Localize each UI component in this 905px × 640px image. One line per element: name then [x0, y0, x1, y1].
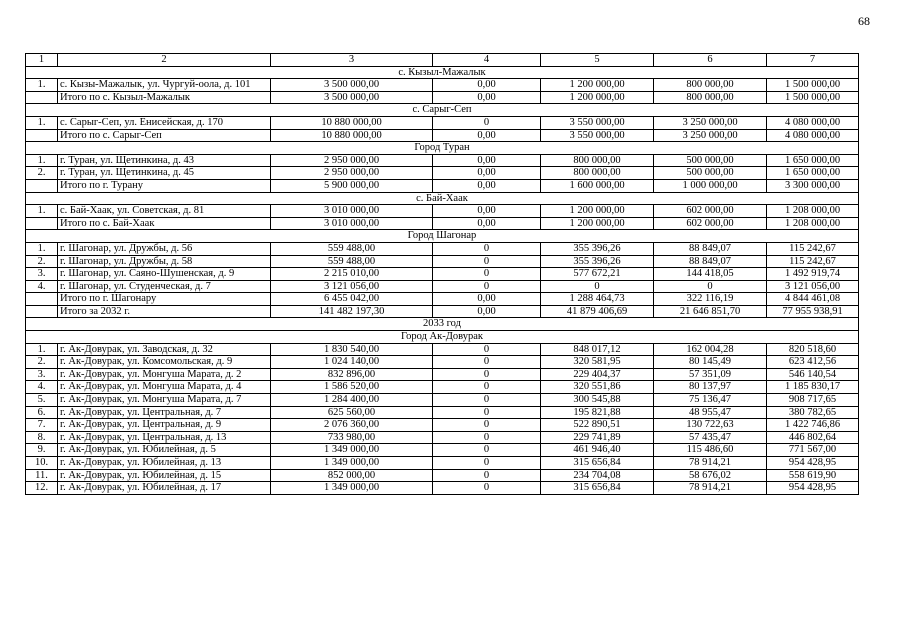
address-cell: Итого по с. Бай-Хаак — [58, 217, 271, 230]
budget-cell: 1 200 000,00 — [541, 205, 654, 218]
section-row — [26, 142, 859, 155]
header-cell-1: 1 — [26, 54, 58, 67]
local-budget-cell: 78 914,21 — [654, 482, 767, 495]
table-row — [26, 91, 859, 104]
owners-funds-cell: 4 080 000,00 — [767, 116, 859, 129]
local-budget-cell: 602 000,00 — [654, 217, 767, 230]
local-budget-cell: 75 136,47 — [654, 394, 767, 407]
row-number-cell — [26, 293, 58, 306]
row-number-cell: 9. — [26, 444, 58, 457]
table-row — [26, 444, 859, 457]
row-number-cell: 5. — [26, 394, 58, 407]
fund-cell: 0,00 — [433, 217, 541, 230]
total-cost-cell: 10 880 000,00 — [271, 129, 433, 142]
total-cost-cell: 6 455 042,00 — [271, 293, 433, 306]
header-cell-3: 3 — [271, 54, 433, 67]
total-cost-cell: 559 488,00 — [271, 255, 433, 268]
address-cell: Итого по г. Турану — [58, 179, 271, 192]
table-row — [26, 356, 859, 369]
local-budget-cell: 130 722,63 — [654, 419, 767, 432]
row-number-cell — [26, 217, 58, 230]
section-row — [26, 331, 859, 344]
fund-cell: 0 — [433, 394, 541, 407]
local-budget-cell: 21 646 851,70 — [654, 305, 767, 318]
owners-funds-cell: 546 140,54 — [767, 368, 859, 381]
total-cost-cell: 1 349 000,00 — [271, 482, 433, 495]
owners-funds-cell: 623 412,56 — [767, 356, 859, 369]
budget-cell: 0 — [541, 280, 654, 293]
local-budget-cell: 115 486,60 — [654, 444, 767, 457]
owners-funds-cell: 1 208 000,00 — [767, 217, 859, 230]
table-row — [26, 255, 859, 268]
budget-cell: 1 200 000,00 — [541, 217, 654, 230]
fund-cell: 0 — [433, 343, 541, 356]
budget-cell: 1 200 000,00 — [541, 79, 654, 92]
row-number-cell: 10. — [26, 457, 58, 470]
budget-cell: 320 551,86 — [541, 381, 654, 394]
address-cell: г. Шагонар, ул. Дружбы, д. 56 — [58, 242, 271, 255]
fund-cell: 0 — [433, 242, 541, 255]
address-cell: г. Туран, ул. Щетинкина, д. 43 — [58, 154, 271, 167]
address-cell: г. Ак-Довурак, ул. Центральная, д. 7 — [58, 406, 271, 419]
section-title: Город Ак-Довурак — [26, 331, 859, 344]
address-cell: г. Ак-Довурак, ул. Юбилейная, д. 15 — [58, 469, 271, 482]
budget-cell: 3 550 000,00 — [541, 116, 654, 129]
table-row — [26, 79, 859, 92]
total-cost-cell: 2 950 000,00 — [271, 167, 433, 180]
fund-cell: 0 — [433, 368, 541, 381]
address-cell: г. Ак-Довурак, ул. Центральная, д. 9 — [58, 419, 271, 432]
fund-cell: 0,00 — [433, 167, 541, 180]
owners-funds-cell: 954 428,95 — [767, 457, 859, 470]
table-row — [26, 305, 859, 318]
local-budget-cell: 800 000,00 — [654, 91, 767, 104]
row-number-cell: 6. — [26, 406, 58, 419]
table-row — [26, 368, 859, 381]
row-number-cell: 4. — [26, 280, 58, 293]
total-cost-cell: 625 560,00 — [271, 406, 433, 419]
total-cost-cell: 1 586 520,00 — [271, 381, 433, 394]
local-budget-cell: 88 849,07 — [654, 242, 767, 255]
owners-funds-cell: 1 500 000,00 — [767, 79, 859, 92]
address-cell: с. Сарыг-Сеп, ул. Енисейская, д. 170 — [58, 116, 271, 129]
address-cell: г. Ак-Довурак, ул. Монгуша Марата, д. 2 — [58, 368, 271, 381]
budget-cell: 355 396,26 — [541, 242, 654, 255]
total-cost-cell: 141 482 197,30 — [271, 305, 433, 318]
owners-funds-cell: 4 844 461,08 — [767, 293, 859, 306]
table-row — [26, 469, 859, 482]
address-cell: г. Шагонар, ул. Студенческая, д. 7 — [58, 280, 271, 293]
budget-cell: 1 288 464,73 — [541, 293, 654, 306]
section-title: с. Кызыл-Мажалык — [26, 66, 859, 79]
table-row — [26, 280, 859, 293]
owners-funds-cell: 77 955 938,91 — [767, 305, 859, 318]
budget-cell: 195 821,88 — [541, 406, 654, 419]
section-row — [26, 318, 859, 331]
local-budget-cell: 800 000,00 — [654, 79, 767, 92]
section-title: Город Шагонар — [26, 230, 859, 243]
row-number-cell: 2. — [26, 167, 58, 180]
row-number-cell: 1. — [26, 154, 58, 167]
local-budget-cell: 1 000 000,00 — [654, 179, 767, 192]
row-number-cell — [26, 305, 58, 318]
fund-cell: 0 — [433, 482, 541, 495]
total-cost-cell: 3 010 000,00 — [271, 217, 433, 230]
address-cell: г. Ак-Довурак, ул. Юбилейная, д. 13 — [58, 457, 271, 470]
row-number-cell: 11. — [26, 469, 58, 482]
header-row — [26, 54, 859, 67]
fund-cell: 0,00 — [433, 154, 541, 167]
fund-cell: 0 — [433, 406, 541, 419]
total-cost-cell: 2 215 010,00 — [271, 268, 433, 281]
row-number-cell: 1. — [26, 242, 58, 255]
local-budget-cell: 57 435,47 — [654, 431, 767, 444]
address-cell: г. Ак-Довурак, ул. Юбилейная, д. 5 — [58, 444, 271, 457]
header-cell-6: 6 — [654, 54, 767, 67]
owners-funds-cell: 1 185 830,17 — [767, 381, 859, 394]
owners-funds-cell: 115 242,67 — [767, 242, 859, 255]
table-row — [26, 116, 859, 129]
budget-cell: 800 000,00 — [541, 167, 654, 180]
local-budget-cell: 80 145,49 — [654, 356, 767, 369]
budget-table — [25, 53, 859, 495]
header-cell-4: 4 — [433, 54, 541, 67]
address-cell: Итого по с. Кызыл-Мажалык — [58, 91, 271, 104]
local-budget-cell: 80 137,97 — [654, 381, 767, 394]
total-cost-cell: 10 880 000,00 — [271, 116, 433, 129]
local-budget-cell: 322 116,19 — [654, 293, 767, 306]
local-budget-cell: 500 000,00 — [654, 167, 767, 180]
budget-cell: 300 545,88 — [541, 394, 654, 407]
section-title: Город Туран — [26, 142, 859, 155]
owners-funds-cell: 115 242,67 — [767, 255, 859, 268]
total-cost-cell: 1 024 140,00 — [271, 356, 433, 369]
section-title: с. Бай-Хаак — [26, 192, 859, 205]
total-cost-cell: 5 900 000,00 — [271, 179, 433, 192]
local-budget-cell: 0 — [654, 280, 767, 293]
owners-funds-cell: 1 492 919,74 — [767, 268, 859, 281]
total-cost-cell: 3 010 000,00 — [271, 205, 433, 218]
row-number-cell: 2. — [26, 255, 58, 268]
total-cost-cell: 1 284 400,00 — [271, 394, 433, 407]
table-row — [26, 419, 859, 432]
fund-cell: 0,00 — [433, 305, 541, 318]
address-cell: с. Кызы-Мажалык, ул. Чургуй-оола, д. 101 — [58, 79, 271, 92]
local-budget-cell: 3 250 000,00 — [654, 116, 767, 129]
local-budget-cell: 3 250 000,00 — [654, 129, 767, 142]
table-row — [26, 406, 859, 419]
total-cost-cell: 2 950 000,00 — [271, 154, 433, 167]
total-cost-cell: 1 830 540,00 — [271, 343, 433, 356]
table-body — [26, 54, 859, 495]
total-cost-cell: 733 980,00 — [271, 431, 433, 444]
owners-funds-cell: 771 567,00 — [767, 444, 859, 457]
total-cost-cell: 2 076 360,00 — [271, 419, 433, 432]
table-row — [26, 431, 859, 444]
fund-cell: 0 — [433, 469, 541, 482]
row-number-cell — [26, 179, 58, 192]
table-row — [26, 217, 859, 230]
owners-funds-cell: 4 080 000,00 — [767, 129, 859, 142]
fund-cell: 0 — [433, 356, 541, 369]
fund-cell: 0,00 — [433, 91, 541, 104]
owners-funds-cell: 820 518,60 — [767, 343, 859, 356]
budget-cell: 315 656,84 — [541, 457, 654, 470]
address-cell: г. Ак-Довурак, ул. Комсомольская, д. 9 — [58, 356, 271, 369]
local-budget-cell: 58 676,02 — [654, 469, 767, 482]
budget-cell: 229 404,37 — [541, 368, 654, 381]
budget-cell: 522 890,51 — [541, 419, 654, 432]
local-budget-cell: 500 000,00 — [654, 154, 767, 167]
fund-cell: 0,00 — [433, 129, 541, 142]
fund-cell: 0,00 — [433, 79, 541, 92]
address-cell: Итого за 2032 г. — [58, 305, 271, 318]
local-budget-cell: 602 000,00 — [654, 205, 767, 218]
row-number-cell: 3. — [26, 368, 58, 381]
table-row — [26, 293, 859, 306]
table-row — [26, 179, 859, 192]
local-budget-cell: 88 849,07 — [654, 255, 767, 268]
local-budget-cell: 162 004,28 — [654, 343, 767, 356]
budget-cell: 848 017,12 — [541, 343, 654, 356]
total-cost-cell: 1 349 000,00 — [271, 457, 433, 470]
owners-funds-cell: 1 650 000,00 — [767, 154, 859, 167]
table-row — [26, 482, 859, 495]
budget-cell: 1 200 000,00 — [541, 91, 654, 104]
address-cell: с. Бай-Хаак, ул. Советская, д. 81 — [58, 205, 271, 218]
total-cost-cell: 559 488,00 — [271, 242, 433, 255]
budget-cell: 3 550 000,00 — [541, 129, 654, 142]
budget-cell: 355 396,26 — [541, 255, 654, 268]
total-cost-cell: 3 121 056,00 — [271, 280, 433, 293]
fund-cell: 0 — [433, 457, 541, 470]
header-cell-2: 2 — [58, 54, 271, 67]
fund-cell: 0 — [433, 431, 541, 444]
fund-cell: 0 — [433, 268, 541, 281]
row-number-cell: 1. — [26, 116, 58, 129]
section-title: 2033 год — [26, 318, 859, 331]
address-cell: г. Шагонар, ул. Саяно-Шушенская, д. 9 — [58, 268, 271, 281]
owners-funds-cell: 380 782,65 — [767, 406, 859, 419]
table-row — [26, 167, 859, 180]
row-number-cell: 1. — [26, 343, 58, 356]
row-number-cell: 12. — [26, 482, 58, 495]
budget-cell: 315 656,84 — [541, 482, 654, 495]
local-budget-cell: 144 418,05 — [654, 268, 767, 281]
fund-cell: 0 — [433, 444, 541, 457]
owners-funds-cell: 1 500 000,00 — [767, 91, 859, 104]
local-budget-cell: 78 914,21 — [654, 457, 767, 470]
total-cost-cell: 832 896,00 — [271, 368, 433, 381]
owners-funds-cell: 558 619,90 — [767, 469, 859, 482]
budget-cell: 800 000,00 — [541, 154, 654, 167]
fund-cell: 0 — [433, 255, 541, 268]
owners-funds-cell: 3 300 000,00 — [767, 179, 859, 192]
local-budget-cell: 57 351,09 — [654, 368, 767, 381]
budget-cell: 320 581,95 — [541, 356, 654, 369]
fund-cell: 0 — [433, 419, 541, 432]
section-row — [26, 230, 859, 243]
total-cost-cell: 1 349 000,00 — [271, 444, 433, 457]
table-row — [26, 394, 859, 407]
total-cost-cell: 852 000,00 — [271, 469, 433, 482]
owners-funds-cell: 1 650 000,00 — [767, 167, 859, 180]
section-row — [26, 66, 859, 79]
fund-cell: 0,00 — [433, 205, 541, 218]
budget-cell: 234 704,08 — [541, 469, 654, 482]
row-number-cell — [26, 91, 58, 104]
table-row — [26, 381, 859, 394]
row-number-cell: 2. — [26, 356, 58, 369]
row-number-cell: 1. — [26, 79, 58, 92]
fund-cell: 0,00 — [433, 179, 541, 192]
budget-cell: 577 672,21 — [541, 268, 654, 281]
budget-cell: 41 879 406,69 — [541, 305, 654, 318]
row-number-cell: 4. — [26, 381, 58, 394]
table-row — [26, 205, 859, 218]
budget-cell: 461 946,40 — [541, 444, 654, 457]
fund-cell: 0 — [433, 280, 541, 293]
table-row — [26, 154, 859, 167]
address-cell: Итого по г. Шагонару — [58, 293, 271, 306]
address-cell: г. Ак-Довурак, ул. Монгуша Марата, д. 4 — [58, 381, 271, 394]
owners-funds-cell: 3 121 056,00 — [767, 280, 859, 293]
owners-funds-cell: 446 802,64 — [767, 431, 859, 444]
owners-funds-cell: 954 428,95 — [767, 482, 859, 495]
row-number-cell: 7. — [26, 419, 58, 432]
fund-cell: 0,00 — [433, 293, 541, 306]
address-cell: г. Туран, ул. Щетинкина, д. 45 — [58, 167, 271, 180]
total-cost-cell: 3 500 000,00 — [271, 79, 433, 92]
local-budget-cell: 48 955,47 — [654, 406, 767, 419]
header-cell-5: 5 — [541, 54, 654, 67]
fund-cell: 0 — [433, 381, 541, 394]
header-cell-7: 7 — [767, 54, 859, 67]
row-number-cell — [26, 129, 58, 142]
address-cell: Итого по с. Сарыг-Сеп — [58, 129, 271, 142]
fund-cell: 0 — [433, 116, 541, 129]
table-row — [26, 129, 859, 142]
address-cell: г. Ак-Довурак, ул. Заводская, д. 32 — [58, 343, 271, 356]
page-number: 68 — [858, 14, 870, 28]
address-cell: г. Ак-Довурак, ул. Монгуша Марата, д. 7 — [58, 394, 271, 407]
table-row — [26, 457, 859, 470]
table-row — [26, 268, 859, 281]
owners-funds-cell: 1 208 000,00 — [767, 205, 859, 218]
section-row — [26, 192, 859, 205]
address-cell: г. Шагонар, ул. Дружбы, д. 58 — [58, 255, 271, 268]
table-row — [26, 242, 859, 255]
budget-cell: 1 600 000,00 — [541, 179, 654, 192]
row-number-cell: 8. — [26, 431, 58, 444]
address-cell: г. Ак-Довурак, ул. Юбилейная, д. 17 — [58, 482, 271, 495]
section-row — [26, 104, 859, 117]
row-number-cell: 1. — [26, 205, 58, 218]
owners-funds-cell: 1 422 746,86 — [767, 419, 859, 432]
budget-cell: 229 741,89 — [541, 431, 654, 444]
table-row — [26, 343, 859, 356]
section-title: с. Сарыг-Сеп — [26, 104, 859, 117]
owners-funds-cell: 908 717,65 — [767, 394, 859, 407]
row-number-cell: 3. — [26, 268, 58, 281]
address-cell: г. Ак-Довурак, ул. Центральная, д. 13 — [58, 431, 271, 444]
total-cost-cell: 3 500 000,00 — [271, 91, 433, 104]
